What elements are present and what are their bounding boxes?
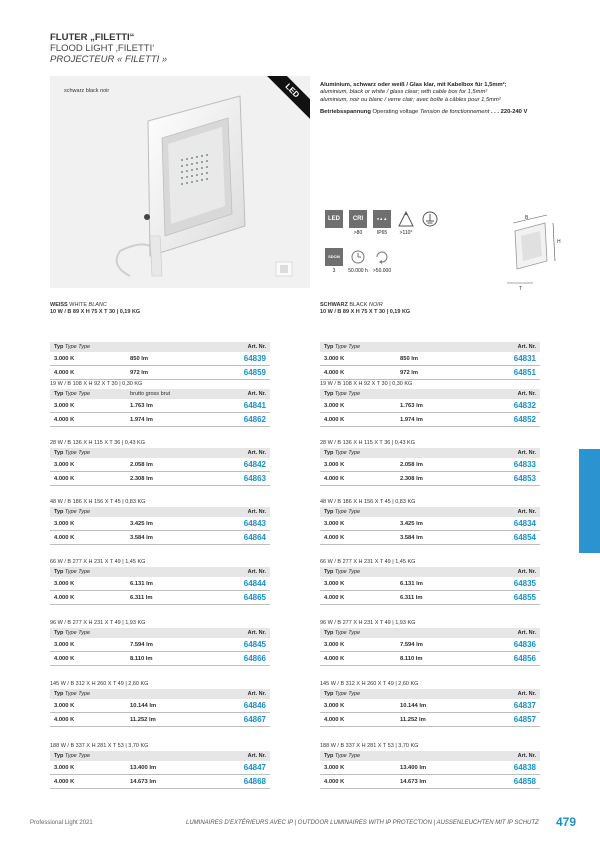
luminous-flux: 7.594 lm <box>130 642 153 648</box>
ip65-caption: IP65 <box>376 230 388 236</box>
color-temperature: 3.000 K <box>54 356 75 362</box>
color-temperature: 4.000 K <box>324 535 345 541</box>
ip65-icon: ●▲▲ <box>373 210 391 228</box>
product-group <box>320 618 540 666</box>
color-temperature: 3.000 K <box>54 403 75 409</box>
header-art-nr: Art. Nr. <box>247 391 266 397</box>
article-number: 64868 <box>243 777 266 786</box>
section-tab <box>579 449 600 553</box>
article-number: 64856 <box>513 654 536 663</box>
table-header <box>320 689 540 699</box>
footer-section: LUMINAIRES D’EXTÉRIEURS AVEC IP | OUTDOOR LUMINAIRES WITH IP PROTECTION | AUSSENLEUCHTEN MIT IP SCHUTZ <box>186 820 539 826</box>
product-group <box>50 618 270 666</box>
header-art-nr: Art. Nr. <box>247 630 266 636</box>
column-subhead: 10 W / B 89 X H 75 X T 30 | 0,19 KG <box>50 308 141 315</box>
group-heading: 66 W / B 277 X H 231 X T 49 | 1,45 KG <box>320 559 416 565</box>
luminous-flux: 7.594 lm <box>400 642 423 648</box>
luminous-flux: 14.673 lm <box>400 779 427 785</box>
column-head-de: WEISS <box>50 302 68 308</box>
table-header <box>50 567 270 577</box>
luminous-flux: 13.400 lm <box>130 765 157 771</box>
title-fr: PROJECTEUR « FILETTI » <box>50 54 168 65</box>
group-heading: 48 W / B 186 X H 156 X T 45 | 0,83 KG <box>50 499 146 505</box>
luminous-flux: 6.131 lm <box>400 581 423 587</box>
color-temperature: 3.000 K <box>324 642 345 648</box>
luminous-flux: 8.110 lm <box>130 656 153 662</box>
table-row <box>50 652 270 666</box>
table-header <box>320 628 540 638</box>
dim-width-label: B <box>525 215 529 221</box>
header-extra: brutto gross brut <box>130 391 171 397</box>
table-row <box>320 761 540 775</box>
color-temperature: 3.000 K <box>54 462 75 468</box>
dimension-sketch <box>505 213 565 293</box>
color-temperature: 4.000 K <box>324 417 345 423</box>
product-group <box>50 438 270 486</box>
column-heading <box>50 302 270 309</box>
lifetime-caption: 50.000 h <box>348 268 368 274</box>
header-art-nr: Art. Nr. <box>247 450 266 456</box>
group-heading: 96 W / B 277 X H 231 X T 49 | 1,93 KG <box>50 620 146 626</box>
color-temperature: 4.000 K <box>54 595 75 601</box>
beam-angle-caption: >110° <box>399 230 413 236</box>
luminous-flux: 2.308 lm <box>130 476 153 482</box>
column-head-en: BLACK <box>349 302 368 308</box>
header-typ: Typ Type Type <box>54 569 91 575</box>
luminous-flux: 850 lm <box>400 356 419 362</box>
description-de: Aluminium, schwarz oder weiß / Glas klar, mit Kabelbox für 1,5mm²; <box>320 82 507 88</box>
header-art-nr: Art. Nr. <box>517 509 536 515</box>
product-group <box>50 679 270 727</box>
table-row <box>320 638 540 652</box>
table-row <box>50 531 270 545</box>
header-art-nr: Art. Nr. <box>517 391 536 397</box>
article-number: 64843 <box>243 519 266 528</box>
article-number: 64842 <box>243 460 266 469</box>
color-temperature: 3.000 K <box>54 581 75 587</box>
table-row <box>50 366 270 380</box>
photo-caption: schwarz black noir <box>64 88 110 94</box>
luminous-flux: 1.974 lm <box>130 417 153 423</box>
article-number: 64862 <box>243 415 266 424</box>
header-typ: Typ Type Type <box>324 509 361 515</box>
product-photo <box>50 76 310 288</box>
article-number: 64864 <box>243 533 266 542</box>
article-number: 64835 <box>513 579 536 588</box>
switching-cycles-icon <box>373 248 391 266</box>
table-row <box>50 458 270 472</box>
table-column-black <box>320 302 540 316</box>
color-temperature: 4.000 K <box>54 535 75 541</box>
header-art-nr: Art. Nr. <box>247 569 266 575</box>
table-row <box>320 458 540 472</box>
table-row <box>320 652 540 666</box>
luminous-flux: 6.131 lm <box>130 581 153 587</box>
product-group <box>320 741 540 789</box>
header-art-nr: Art. Nr. <box>517 450 536 456</box>
header-typ: Typ Type Type <box>54 450 91 456</box>
header-typ: Typ Type Type <box>324 344 361 350</box>
voltage-value: 220-240 V <box>500 109 528 116</box>
table-row <box>320 591 540 605</box>
table-header <box>50 507 270 517</box>
switching-cycles-caption: >50.000 <box>372 268 392 274</box>
voltage-label-en: Operating voltage <box>372 109 419 116</box>
color-temperature: 4.000 K <box>324 656 345 662</box>
table-row <box>320 366 540 380</box>
luminous-flux: 972 lm <box>400 370 419 376</box>
article-number: 64853 <box>513 474 536 483</box>
group-heading: 19 W / B 108 X H 92 X T 30 | 0,30 KG <box>50 381 143 387</box>
article-number: 64845 <box>243 640 266 649</box>
header-typ: Typ Type Type <box>54 509 91 515</box>
voltage-label-de: Betriebsspannung <box>320 109 371 116</box>
product-group <box>50 741 270 789</box>
table-header <box>50 389 270 399</box>
column-head-fr: NOIR <box>368 302 383 308</box>
table-row <box>50 517 270 531</box>
luminous-flux: 13.400 lm <box>400 765 427 771</box>
table-row <box>50 638 270 652</box>
header-art-nr: Art. Nr. <box>517 691 536 697</box>
luminous-flux: 11.252 lm <box>400 717 426 723</box>
table-row <box>50 399 270 413</box>
color-temperature: 4.000 K <box>54 370 75 376</box>
table-row <box>50 352 270 366</box>
color-temperature: 3.000 K <box>54 765 75 771</box>
article-number: 64858 <box>513 777 536 786</box>
product-group <box>320 379 540 427</box>
header-art-nr: Art. Nr. <box>247 691 266 697</box>
table-header <box>320 567 540 577</box>
color-temperature: 3.000 K <box>54 642 75 648</box>
group-heading: 28 W / B 136 X H 115 X T 36 | 0,43 KG <box>320 440 415 446</box>
group-heading: 19 W / B 108 X H 92 X T 30 | 0,30 KG <box>320 381 413 387</box>
article-number: 64851 <box>513 368 536 377</box>
table-row <box>50 775 270 789</box>
header-typ: Typ Type Type <box>324 691 361 697</box>
table-row <box>320 713 540 727</box>
product-group <box>50 497 270 545</box>
table-header <box>320 507 540 517</box>
luminous-flux: 1.763 lm <box>400 403 423 409</box>
table-header <box>50 628 270 638</box>
product-group <box>320 679 540 727</box>
article-number: 64866 <box>243 654 266 663</box>
white-variant-icon <box>276 262 292 276</box>
article-number: 64857 <box>513 715 536 724</box>
article-number: 64837 <box>513 701 536 710</box>
table-row <box>320 472 540 486</box>
product-group <box>320 557 540 605</box>
luminous-flux: 1.974 lm <box>400 417 423 423</box>
article-number: 64834 <box>513 519 536 528</box>
title-de: FLUTER „FILETTI“ <box>50 32 135 43</box>
luminous-flux: 10.144 lm <box>400 703 427 709</box>
article-number: 64846 <box>243 701 266 710</box>
table-row <box>320 531 540 545</box>
table-row <box>320 699 540 713</box>
article-number: 64859 <box>243 368 266 377</box>
color-temperature: 4.000 K <box>324 595 345 601</box>
color-temperature: 3.000 K <box>54 703 75 709</box>
table-header <box>50 689 270 699</box>
color-temperature: 3.000 K <box>324 462 345 468</box>
group-heading: 145 W / B 312 X H 260 X T 49 | 2,60 KG <box>320 681 419 687</box>
voltage-line <box>320 109 570 116</box>
article-number: 64854 <box>513 533 536 542</box>
voltage-dots: . . . <box>490 109 499 116</box>
beam-angle-icon <box>397 210 415 228</box>
article-number: 64863 <box>243 474 266 483</box>
table-row <box>50 577 270 591</box>
article-number: 64852 <box>513 415 536 424</box>
color-temperature: 3.000 K <box>54 521 75 527</box>
article-number: 64831 <box>513 354 536 363</box>
table-row <box>320 775 540 789</box>
luminous-flux: 3.425 lm <box>130 521 153 527</box>
footer-brand: Professional Light 2021 <box>30 820 93 826</box>
color-temperature: 3.000 K <box>324 403 345 409</box>
table-row <box>320 352 540 366</box>
header-typ: Typ Type Type <box>324 753 361 759</box>
dim-depth-label: T <box>519 286 523 292</box>
table-header <box>320 342 540 352</box>
article-number: 64833 <box>513 460 536 469</box>
luminous-flux: 3.425 lm <box>400 521 423 527</box>
header-art-nr: Art. Nr. <box>517 344 536 350</box>
color-temperature: 4.000 K <box>324 370 345 376</box>
luminous-flux: 972 lm <box>130 370 149 376</box>
article-number: 64836 <box>513 640 536 649</box>
column-head-en: WHITE <box>69 302 87 308</box>
color-temperature: 4.000 K <box>324 779 345 785</box>
color-temperature: 4.000 K <box>54 656 75 662</box>
led-icon: LED <box>325 210 343 228</box>
voltage-label-fr: Tension de fonctionnement <box>419 109 490 116</box>
column-subhead: 10 W / B 89 X H 75 X T 30 | 0,19 KG <box>320 308 411 315</box>
table-row <box>320 399 540 413</box>
color-temperature: 4.000 K <box>54 417 75 423</box>
table-row <box>50 713 270 727</box>
table-row <box>320 413 540 427</box>
header-typ: Typ Type Type <box>324 391 361 397</box>
luminous-flux: 1.763 lm <box>130 403 153 409</box>
group-heading: 96 W / B 277 X H 231 X T 49 | 1,93 KG <box>320 620 416 626</box>
group-heading: 48 W / B 186 X H 156 X T 45 | 0,83 KG <box>320 499 416 505</box>
header-typ: Typ Type Type <box>324 450 361 456</box>
group-heading: 28 W / B 136 X H 115 X T 36 | 0,43 KG <box>50 440 145 446</box>
luminous-flux: 2.058 lm <box>400 462 423 468</box>
article-number: 64855 <box>513 593 536 602</box>
product-group <box>320 342 540 380</box>
header-art-nr: Art. Nr. <box>517 630 536 636</box>
cri-caption: >80 <box>353 230 363 236</box>
header-art-nr: Art. Nr. <box>247 344 266 350</box>
luminous-flux: 2.058 lm <box>130 462 153 468</box>
header-art-nr: Art. Nr. <box>247 753 266 759</box>
table-header <box>320 389 540 399</box>
article-number: 64841 <box>243 401 266 410</box>
column-head-de: SCHWARZ <box>320 302 348 308</box>
header-art-nr: Art. Nr. <box>247 509 266 515</box>
header-art-nr: Art. Nr. <box>517 569 536 575</box>
header-typ: Typ Type Type <box>54 391 91 397</box>
group-heading: 188 W / B 337 X H 281 X T 53 | 3,70 KG <box>320 743 419 749</box>
page-number: 479 <box>556 815 577 829</box>
lifetime-icon <box>349 248 367 266</box>
article-number: 64865 <box>243 593 266 602</box>
color-temperature: 4.000 K <box>54 779 75 785</box>
table-row <box>50 699 270 713</box>
table-row <box>50 413 270 427</box>
table-row <box>50 591 270 605</box>
header-art-nr: Art. Nr. <box>517 753 536 759</box>
luminous-flux: 3.584 lm <box>400 535 423 541</box>
page-footer <box>0 815 600 831</box>
color-temperature: 3.000 K <box>324 356 345 362</box>
header-typ: Typ Type Type <box>54 630 91 636</box>
article-number: 64844 <box>243 579 266 588</box>
header-typ: Typ Type Type <box>54 753 91 759</box>
sdcm-icon: SDCM <box>325 248 343 266</box>
luminous-flux: 3.584 lm <box>130 535 153 541</box>
group-heading: 188 W / B 337 X H 281 X T 53 | 3,70 KG <box>50 743 149 749</box>
product-title <box>50 32 167 65</box>
luminous-flux: 850 lm <box>130 356 149 362</box>
product-description <box>320 82 570 117</box>
header-typ: Typ Type Type <box>324 630 361 636</box>
luminous-flux: 2.308 lm <box>400 476 423 482</box>
luminous-flux: 11.252 lm <box>130 717 156 723</box>
description-fr: aluminium, noir ou blanc / verre clair; avec boîte à câbles pour 1,5mm² <box>320 96 501 103</box>
description-en: aluminium, black or white / glass clear; with cable box for 1,5mm² <box>320 89 488 96</box>
table-header <box>50 448 270 458</box>
protection-class-icon <box>421 210 439 228</box>
color-temperature: 4.000 K <box>54 476 75 482</box>
article-number: 64832 <box>513 401 536 410</box>
sdcm-caption: 3 <box>332 268 336 274</box>
product-group <box>320 497 540 545</box>
group-heading: 66 W / B 277 X H 231 X T 49 | 1,45 KG <box>50 559 146 565</box>
led-badge: LED <box>259 76 310 124</box>
article-number: 64867 <box>243 715 266 724</box>
color-temperature: 4.000 K <box>324 717 345 723</box>
column-head-fr: BLANC <box>88 302 107 308</box>
group-heading: 145 W / B 312 X H 260 X T 49 | 2,60 KG <box>50 681 149 687</box>
table-row <box>50 761 270 775</box>
table-header <box>320 751 540 761</box>
article-number: 64839 <box>243 354 266 363</box>
color-temperature: 3.000 K <box>324 581 345 587</box>
article-number: 64838 <box>513 763 536 772</box>
table-column-white <box>50 302 270 316</box>
header-typ: Typ Type Type <box>324 569 361 575</box>
header-typ: Typ Type Type <box>54 691 91 697</box>
table-row <box>50 472 270 486</box>
color-temperature: 3.000 K <box>324 521 345 527</box>
luminous-flux: 14.673 lm <box>130 779 157 785</box>
product-group <box>320 438 540 486</box>
title-en: FLOOD LIGHT ‚FILETTI‘ <box>50 43 155 54</box>
table-row <box>320 517 540 531</box>
color-temperature: 3.000 K <box>324 765 345 771</box>
floodlight-illustration <box>50 76 310 288</box>
header-typ: Typ Type Type <box>54 344 91 350</box>
column-heading <box>320 302 540 309</box>
luminous-flux: 6.311 lm <box>400 595 423 601</box>
table-row <box>320 577 540 591</box>
luminous-flux: 6.311 lm <box>130 595 153 601</box>
luminous-flux: 8.110 lm <box>400 656 423 662</box>
product-group <box>50 379 270 427</box>
product-group <box>50 557 270 605</box>
table-header <box>320 448 540 458</box>
article-number: 64847 <box>243 763 266 772</box>
luminous-flux: 10.144 lm <box>130 703 157 709</box>
table-header <box>50 342 270 352</box>
color-temperature: 4.000 K <box>54 717 75 723</box>
product-group <box>50 342 270 380</box>
dim-height-label: H <box>557 239 561 245</box>
table-header <box>50 751 270 761</box>
cri-icon: CRI <box>349 210 367 228</box>
color-temperature: 3.000 K <box>324 703 345 709</box>
color-temperature: 4.000 K <box>324 476 345 482</box>
